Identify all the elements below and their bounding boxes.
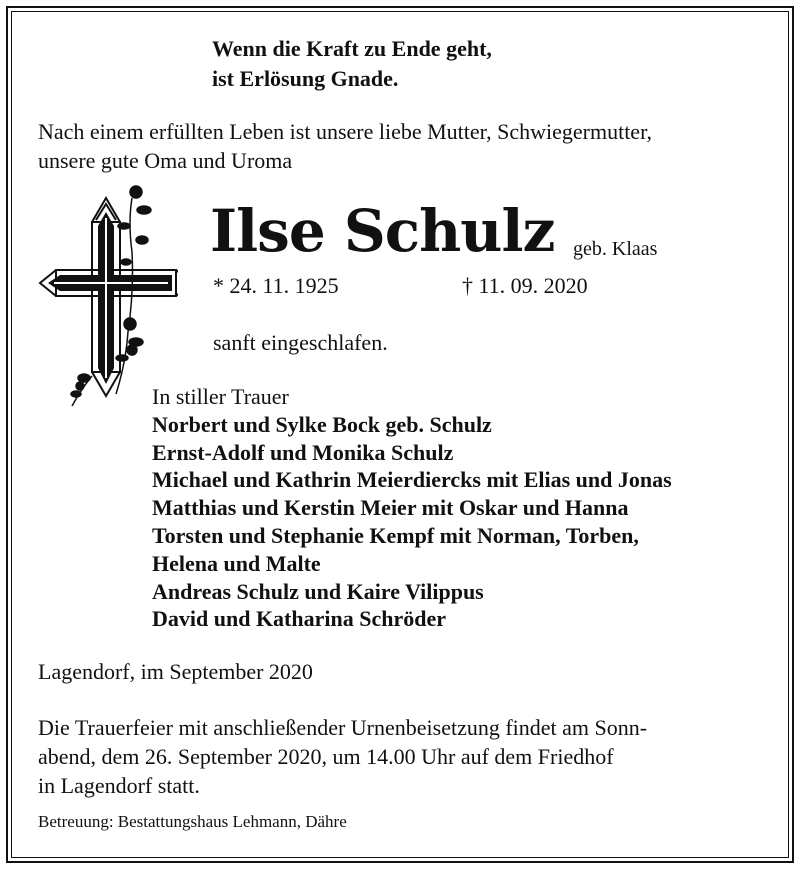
motto bbox=[212, 34, 492, 94]
service-line-1: Die Trauerfeier mit anschließender Urnenbeisetzung findet am Sonn- bbox=[38, 715, 648, 740]
birth-date: * 24. 11. 1925 bbox=[213, 273, 339, 298]
mourners-list bbox=[152, 383, 672, 633]
intro-line-2: unsere gute Oma und Uroma bbox=[38, 148, 293, 173]
intro-text bbox=[38, 117, 652, 175]
deceased-name: Ilse Schulz bbox=[210, 197, 555, 265]
mourner-line: Andreas Schulz und Kaire Vilippus bbox=[152, 578, 484, 604]
motto-line-2: ist Erlösung Gnade. bbox=[212, 66, 399, 91]
service-line-3: in Lagendorf statt. bbox=[38, 773, 200, 798]
motto-line-1: Wenn die Kraft zu Ende geht, bbox=[212, 36, 492, 61]
mourner-line: Torsten und Stephanie Kempf mit Norman, Torben, bbox=[152, 522, 639, 548]
mourners-heading: In stiller Trauer bbox=[152, 384, 289, 409]
maiden-name: geb. Klaas bbox=[573, 238, 658, 260]
funeral-home-credit: Betreuung: Bestattungshaus Lehmann, Dähre bbox=[38, 812, 347, 831]
service-line-2: abend, dem 26. September 2020, um 14.00 Uhr auf dem Friedhof bbox=[38, 744, 614, 769]
mourner-line: Norbert und Sylke Bock geb. Schulz bbox=[152, 411, 492, 437]
place-date: Lagendorf, im September 2020 bbox=[38, 659, 313, 684]
mourner-line: Michael und Kathrin Meierdiercks mit Elias und Jonas bbox=[152, 467, 672, 493]
mourner-line: Helena und Malte bbox=[152, 550, 321, 576]
mourner-line: David und Katharina Schröder bbox=[152, 606, 446, 632]
cross-with-roses-icon bbox=[36, 182, 178, 412]
mourner-line: Ernst-Adolf und Monika Schulz bbox=[152, 439, 454, 465]
death-date: † 11. 09. 2020 bbox=[462, 273, 588, 298]
mourner-line: Matthias und Kerstin Meier mit Oskar und Hanna bbox=[152, 495, 629, 521]
passing-text: sanft eingeschlafen. bbox=[213, 330, 388, 355]
funeral-service-info bbox=[38, 713, 647, 800]
intro-line-1: Nach einem erfüllten Leben ist unsere liebe Mutter, Schwiegermutter, bbox=[38, 119, 653, 144]
